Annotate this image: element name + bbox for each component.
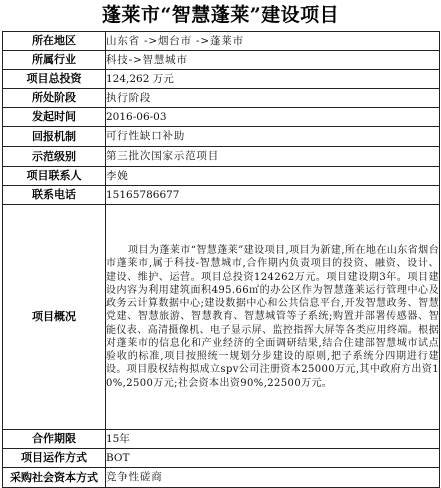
row-value: 第三批次国家示范项目 xyxy=(106,147,440,167)
table-row-phone xyxy=(3,186,440,205)
row-label: 合作期限 xyxy=(3,430,106,449)
table-row-procurement xyxy=(3,468,440,488)
table-row-term xyxy=(3,430,440,449)
row-label: 回报机制 xyxy=(3,127,106,147)
row-label: 联系电话 xyxy=(3,186,106,205)
table-row-return-mechanism xyxy=(3,127,440,147)
row-value: 李娩 xyxy=(106,167,440,186)
project-info-table xyxy=(2,31,440,488)
table-row-overview xyxy=(3,205,440,430)
row-value: BOT xyxy=(106,449,440,468)
row-label: 项目总投资 xyxy=(3,70,106,89)
row-label: 所在地区 xyxy=(3,32,106,51)
table-row-industry xyxy=(3,51,440,70)
row-label: 所属行业 xyxy=(3,51,106,70)
table-row-start-date xyxy=(3,108,440,127)
page-title: 蓬莱市“智慧蓬莱”建设项目 xyxy=(101,4,340,26)
row-value: 15165786677 xyxy=(106,186,440,205)
row-label: 项目运作方式 xyxy=(3,449,106,468)
row-value: 124,262 万元 xyxy=(106,70,440,89)
table-row-demo-level xyxy=(3,147,440,167)
row-value: 执行阶段 xyxy=(106,89,440,108)
row-label: 项目联系人 xyxy=(3,167,106,186)
row-value: 科技->智慧城市 xyxy=(106,51,440,70)
row-label: 发起时间 xyxy=(3,108,106,127)
row-value: 15年 xyxy=(106,430,440,449)
table-row-region xyxy=(3,32,440,51)
row-value: 山东省 ->烟台市 ->蓬莱市 xyxy=(106,32,440,51)
overview-body: 项目为蓬莱市“智慧蓬莱”建设项目,项目为新建,所在地在山东省烟台市蓬莱市,属于科技-智慧城市,合作期内负责项目的投资、融资、设计、建设、维护、运营。项目总投资124262万元。项目建设期3年。项目建设内容为利用建筑面积495.66㎡的办公区作为智慧蓬莱运行管理中心及政务云计算数据中心;建设数据中心和公共信息平台,开发智慧政务、智慧党建、智慧旅游、智慧教育、智慧城管等子系统;购置并部署传感器、智能仪表、高清摄像机、电子显示屏、监控指挥大屏等各类应用终端。根据对蓬莱市的信息化和产业经济的全面调研结果,结合住建部智慧城市试点验收的标准,项目按照统一规划分步建设的原则,把子系统分四期进行建设。项目股权结构拟成立spv公司注册资本25000万元,其中政府方出资10%,2500万元;社会资本出资90%,22500万元。 xyxy=(106,245,439,389)
row-label: 采购社会资本方式 xyxy=(3,468,106,488)
table-row-contact xyxy=(3,167,440,186)
row-value: 2016-06-03 xyxy=(106,108,440,127)
table-row-operation-mode xyxy=(3,449,440,468)
row-label: 示范级别 xyxy=(3,147,106,167)
row-label: 所处阶段 xyxy=(3,89,106,108)
table-row-stage xyxy=(3,89,440,108)
overview-text xyxy=(106,205,440,430)
row-label: 项目概况 xyxy=(3,205,106,430)
row-value: 可行性缺口补助 xyxy=(106,127,440,147)
table-row-investment xyxy=(3,70,440,89)
row-value: 竞争性磋商 xyxy=(106,468,440,488)
